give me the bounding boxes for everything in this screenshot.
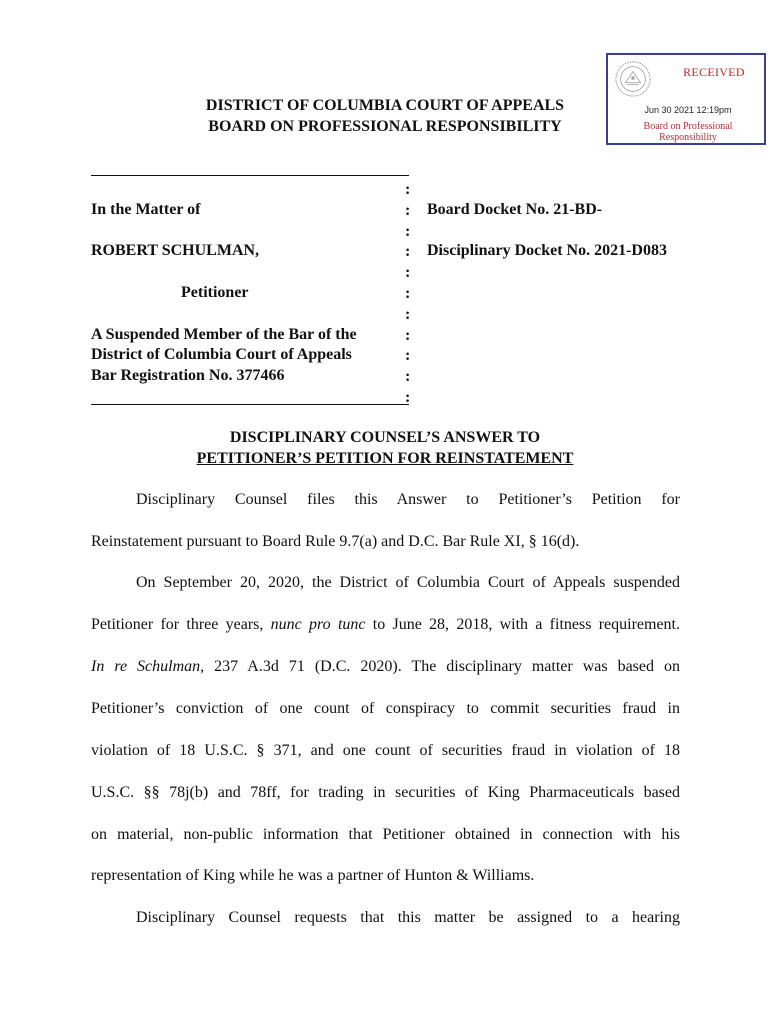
court-header	[150, 95, 620, 137]
stamp-board-line2: Responsibility	[659, 132, 717, 143]
respondent-name: ROBERT SCHULMAN,	[91, 242, 260, 259]
paragraph-2-line-8: representation of King while he was a partner of Hunton & Williams.	[91, 867, 535, 884]
stamp-board-line1: Board on Professional	[643, 121, 733, 132]
stamp-received-label: RECEIVED	[683, 65, 745, 79]
board-docket-number: Board Docket No. 21-BD-	[427, 201, 603, 218]
p2-l3-text: , 237 A.3d 71 (D.C. 2020). The disciplinary matter was based on	[200, 658, 681, 675]
bar-description-line2: District of Columbia Court of Appeals	[91, 346, 352, 363]
stamp-board-name	[616, 121, 760, 143]
caption-bottom-rule	[91, 404, 409, 405]
case-citation-name: In re Schulman	[91, 658, 201, 675]
paragraph-2-line-1: On September 20, 2020, the District of Columbia Court of Appeals suspended	[136, 574, 680, 591]
disciplinary-docket-number: Disciplinary Docket No. 2021-D083	[427, 242, 667, 259]
paragraph-1-line-2: Reinstatement pursuant to Board Rule 9.7(a) and D.C. Bar Rule XI, § 16(d).	[91, 533, 580, 550]
p2-l2-italic: nunc pro tunc	[270, 616, 366, 633]
board-name: BOARD ON PROFESSIONAL RESPONSIBILITY	[208, 118, 562, 135]
party-role: Petitioner	[181, 284, 249, 301]
title-line1: DISCIPLINARY COUNSEL’S ANSWER TO	[229, 429, 541, 446]
p2-l2-text-b: to June 28, 2018, with a fitness requirement.	[365, 616, 680, 633]
paragraph-2-line-4: Petitioner’s conviction of one count of conspiracy to commit securities fraud in	[91, 700, 680, 717]
court-seal-icon	[614, 60, 652, 98]
paragraph-2-line-3	[91, 657, 680, 677]
title-line2: PETITIONER’S PETITION FOR REINSTATEMENT	[196, 450, 574, 467]
paragraph-1-line-1: Disciplinary Counsel files this Answer to Petitioner’s Petition for	[136, 491, 680, 508]
caption-colon-column: : : : : : : : : : : :	[405, 181, 411, 406]
paragraph-2-line-2	[91, 615, 680, 635]
paragraph-3-line-1: Disciplinary Counsel requests that this matter be assigned to a hearing	[136, 909, 680, 926]
p2-l2-text-a: Petitioner for three years,	[91, 616, 271, 633]
court-name: DISTRICT OF COLUMBIA COURT OF APPEALS	[205, 97, 565, 114]
received-stamp	[606, 53, 766, 145]
bar-registration: Bar Registration No. 377466	[91, 367, 285, 384]
document-title	[120, 427, 650, 469]
bar-description-line1: A Suspended Member of the Bar of the	[91, 326, 357, 343]
paragraph-2-line-6: U.S.C. §§ 78j(b) and 78ff, for trading in securities of King Pharmaceuticals based	[91, 784, 680, 801]
matter-label: In the Matter of	[91, 201, 201, 218]
stamp-date: Jun 30 2021 12:19pm	[644, 105, 732, 115]
caption-top-rule	[91, 175, 409, 176]
paragraph-2-line-7: on material, non-public information that Petitioner obtained in connection with his	[91, 826, 680, 843]
paragraph-2-line-5: violation of 18 U.S.C. § 371, and one count of securities fraud in violation of 18	[91, 742, 680, 759]
